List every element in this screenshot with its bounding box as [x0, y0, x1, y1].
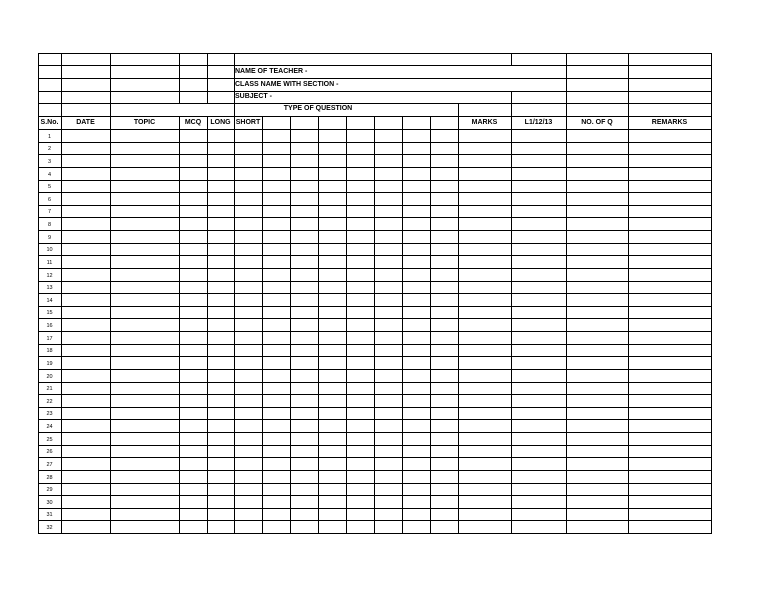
grid-line-vertical	[290, 116, 291, 534]
grid-line-vertical	[207, 116, 208, 534]
grid-line-horizontal	[38, 369, 712, 370]
col-header-short: SHORT	[235, 119, 261, 126]
grid-line-vertical	[458, 103, 459, 534]
grid-line-horizontal	[38, 255, 712, 256]
col-header-remarks: REMARKS	[651, 119, 688, 126]
row-number: 7	[47, 209, 52, 215]
grid-line-horizontal	[38, 217, 712, 218]
grid-line-vertical	[374, 116, 375, 534]
row-number: 4	[47, 171, 52, 178]
grid-line-horizontal	[38, 78, 235, 79]
row-number: 31	[46, 512, 53, 518]
row-number: 16	[46, 322, 53, 329]
row-number: 32	[46, 524, 53, 531]
grid-line-horizontal	[38, 394, 712, 395]
grid-line-horizontal	[38, 520, 712, 521]
grid-line-horizontal	[38, 167, 712, 168]
col-header-long: LONG	[210, 119, 231, 126]
grid-line-horizontal	[511, 91, 712, 92]
subject-label: SUBJECT -	[235, 93, 272, 100]
grid-line-horizontal	[38, 65, 235, 66]
row-number: 9	[47, 234, 52, 241]
col-header-no-of-q: NO. OF Q	[581, 119, 613, 126]
grid-line-vertical	[207, 53, 208, 104]
row-number: 23	[46, 411, 53, 417]
row-number: 18	[46, 348, 53, 354]
row-number: 17	[46, 335, 53, 342]
grid-line-horizontal	[511, 103, 712, 104]
grid-line-horizontal	[38, 407, 712, 408]
grid-line-horizontal	[38, 154, 712, 155]
grid-line-horizontal	[38, 470, 712, 471]
grid-line-horizontal	[38, 129, 712, 130]
grid-line-horizontal	[234, 78, 512, 79]
row-number: 6	[47, 196, 52, 203]
grid-line-horizontal	[38, 192, 712, 193]
col-header-levels: L1/12/13	[524, 119, 553, 126]
row-number: 22	[46, 398, 53, 405]
row-number: 2	[47, 146, 52, 152]
grid-line-vertical	[179, 53, 180, 104]
grid-line-horizontal	[38, 457, 712, 458]
row-number: 26	[46, 449, 53, 455]
grid-line-horizontal	[38, 205, 712, 206]
row-number: 10	[46, 247, 53, 253]
row-number: 20	[46, 373, 53, 380]
grid-line-horizontal	[234, 65, 512, 66]
row-number: 15	[46, 310, 53, 316]
grid-line-horizontal	[511, 65, 712, 66]
row-number: 29	[46, 487, 53, 493]
grid-line-vertical	[402, 116, 403, 534]
grid-line-horizontal	[38, 445, 712, 446]
grid-line-horizontal	[38, 268, 712, 269]
row-number: 3	[47, 158, 52, 165]
class-label: CLASS NAME WITH SECTION -	[235, 81, 339, 88]
row-number: 1	[47, 133, 52, 140]
row-number: 11	[46, 259, 53, 266]
grid-line-horizontal	[38, 318, 712, 319]
row-number: 14	[46, 297, 53, 304]
grid-line-horizontal	[38, 344, 712, 345]
row-number: 13	[46, 285, 53, 291]
grid-line-horizontal	[38, 533, 712, 534]
grid-line-horizontal	[38, 356, 712, 357]
grid-line-horizontal	[38, 230, 712, 231]
grid-line-vertical	[179, 116, 180, 534]
grid-line-vertical	[318, 116, 319, 534]
grid-line-horizontal	[511, 78, 712, 79]
grid-line-horizontal	[458, 103, 512, 104]
col-header-mcq: MCQ	[184, 119, 202, 126]
grid-line-horizontal	[38, 91, 235, 92]
grid-line-horizontal	[38, 243, 712, 244]
grid-line-vertical	[346, 116, 347, 534]
grid-line-horizontal	[38, 432, 712, 433]
row-number: 8	[47, 221, 52, 228]
grid-line-horizontal	[38, 495, 712, 496]
grid-line-horizontal	[38, 331, 712, 332]
grid-line-horizontal	[38, 53, 712, 54]
col-header-sno: S.No.	[40, 119, 59, 126]
row-number: 30	[46, 499, 53, 506]
grid-line-vertical	[511, 91, 512, 534]
row-number: 24	[46, 423, 53, 430]
type-of-question-label: TYPE OF QUESTION	[283, 105, 353, 112]
grid-line-vertical	[262, 116, 263, 534]
grid-line-horizontal	[234, 91, 512, 92]
grid-line-horizontal	[38, 508, 712, 509]
col-header-topic: TOPIC	[133, 119, 156, 126]
row-number: 28	[46, 474, 53, 481]
grid-line-horizontal	[38, 306, 712, 307]
grid-line-horizontal	[38, 281, 712, 282]
row-number: 19	[46, 360, 53, 367]
grid-line-vertical	[430, 116, 431, 534]
row-number: 5	[47, 184, 52, 190]
row-number: 21	[46, 386, 53, 392]
row-number: 12	[46, 272, 53, 279]
grid-line-horizontal	[38, 116, 712, 117]
grid-line-horizontal	[38, 180, 712, 181]
grid-line-horizontal	[38, 382, 712, 383]
teacher-label: NAME OF TEACHER -	[235, 68, 308, 75]
grid-line-horizontal	[38, 293, 712, 294]
grid-line-horizontal	[38, 142, 712, 143]
row-number: 25	[46, 436, 53, 443]
grid-line-vertical	[511, 53, 512, 66]
grid-line-horizontal	[38, 419, 712, 420]
col-header-marks: MARKS	[471, 119, 498, 126]
grid-line-vertical	[711, 53, 712, 534]
row-number: 27	[46, 461, 53, 468]
grid-line-horizontal	[38, 483, 712, 484]
col-header-date: DATE	[76, 119, 95, 126]
